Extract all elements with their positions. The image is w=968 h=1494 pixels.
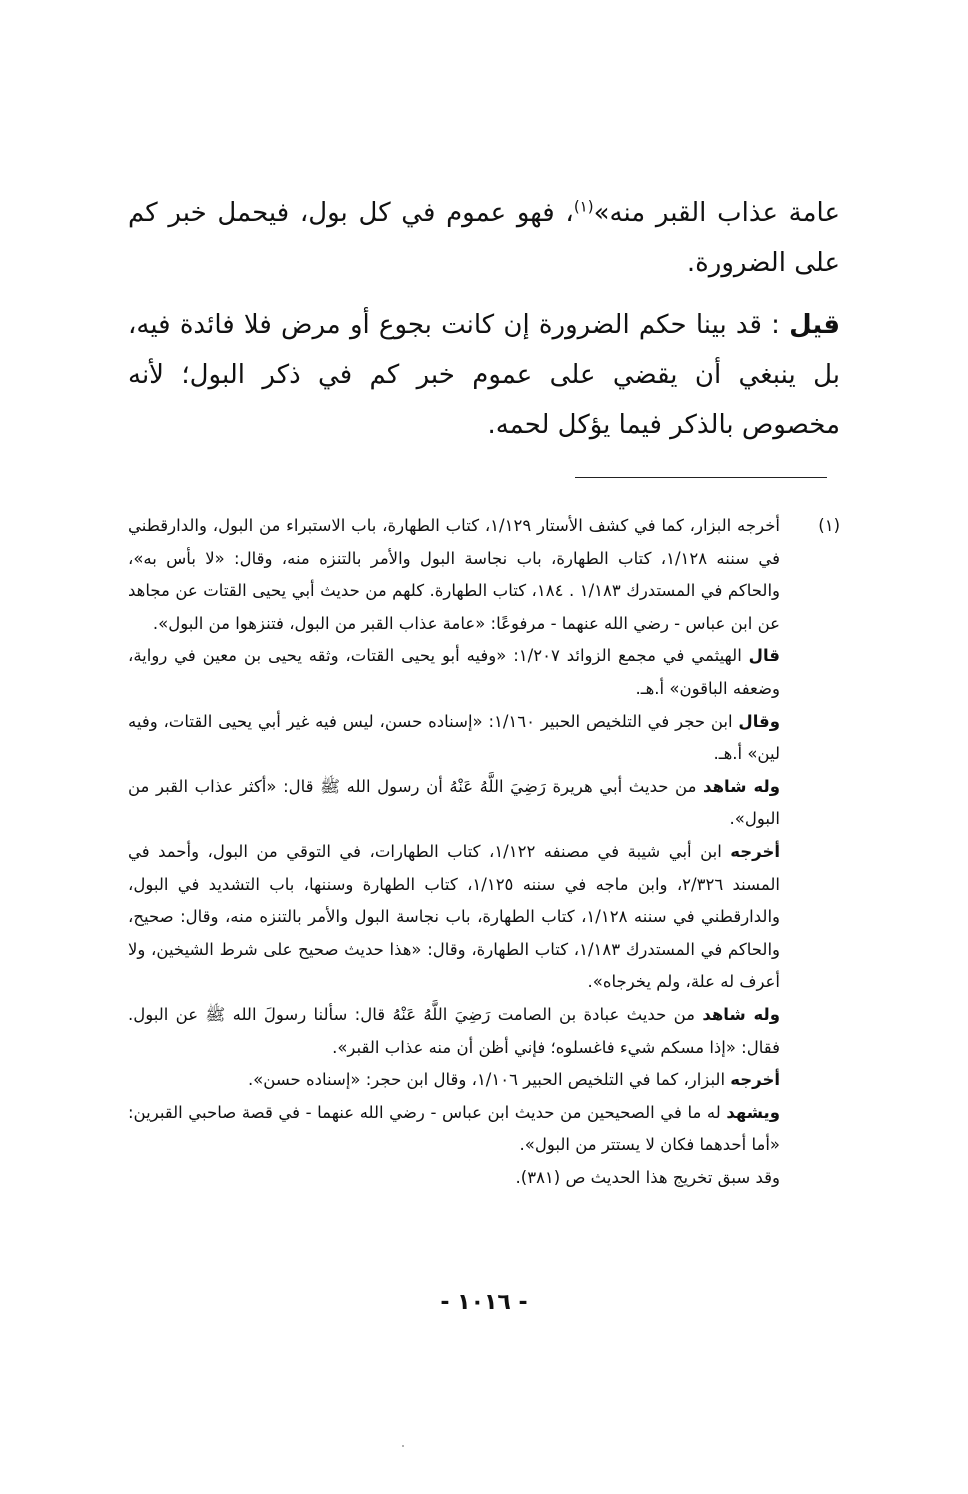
- footnote-paragraph: أخرجه البزار، كما في التلخيص الحبير ١/١٠٦، وقال ابن حجر: «إسناده حسن».: [247, 1070, 780, 1090]
- footnote-paragraph: قال الهيثمي في مجمع الزوائد ١/٢٠٧: «وفيه أبو يحيى القتات، وثقه يحيى بن معين في رواية، وضعفه الباقون» أ.هـ.: [128, 646, 780, 698]
- footnote-reference[interactable]: (١): [573, 197, 594, 216]
- paragraph-lead: أخرجه: [730, 841, 780, 861]
- footnote-paragraph: وقد سبق تخريج هذا الحديث ص (٣٨١).: [515, 1167, 780, 1187]
- paragraph-lead: وله شاهد: [702, 1004, 780, 1024]
- footnote-number: (١): [818, 516, 840, 535]
- main-paragraph-2: قيل : قد بينا حكم الضرورة إن كانت بجوع أو مرض فلا فائدة فيه، بل ينبغي أن يقضي على عموم خبر كم في ذكر البول؛ لأنه مخصوص بالذكر فيما يؤكل لحمه.: [128, 310, 840, 440]
- footnote-separator: [575, 477, 827, 478]
- paragraph-lead: وله شاهد: [703, 776, 780, 796]
- footnotes: [128, 510, 840, 1194]
- paragraph-lead: قال: [748, 646, 780, 666]
- footnote-paragraph: وله شاهد من حديث أبي هريرة رَضِيَ اللَّهُ عَنْهُ أن رسول الله ﷺ قال: «أكثر عذاب القبر من البول».: [128, 776, 780, 829]
- footnote-paragraph: أخرجه ابن أبي شيبة في مصنفه ١/١٢٢، كتاب الطهارات، في التوقي من البول، وأحمد في المسند ٢/٣٢٦، وابن ماجه في سننه ١/١٢٥، كتاب الطهارة وسننها، باب التشديد في البول، والدارقطني في سننه ١/١٢٨، كتاب الطهارة، باب نجاسة البول والأمر بالتنزه منه، وقال: صحيح، والحاكم في المستدرك ١/١٨٣، كتاب الطهارة، وقال: «هذا حديث صحيح على شرط الشيخين، ولا أعرف له علة، ولم يخرجاه».: [128, 841, 781, 992]
- footnote-paragraph: أخرجه البزار، كما في كشف الأستار ١/١٢٩، كتاب الطهارة، باب الاستبراء من البول، والدارقطني في سننه ١/١٢٨، كتاب الطهارة، باب نجاسة البول والأمر بالتنزه منه، وقال: «لا بأس به»، والحاكم في المستدرك ١/١٨٣ . ١٨٤، كتاب الطهارة. كلهم من حديث أبي يحيى القتات عن مجاهد عن ابن عباس - رضي الله عنهما - مرفوعًا: «عامة عذاب القبر من البول، فتنزهوا من البول».: [128, 516, 781, 633]
- paragraph-lead: قيل: [789, 310, 840, 340]
- main-paragraph-1: عامة عذاب القبر منه»$^{(١)}$، فهو عموم في كل بول، فيحمل خبر كم على الضرورة.: [128, 197, 840, 278]
- footnote-paragraph: ويشهد له ما في الصحيحين من حديث ابن عباس - رضي الله عنهما - في قصة صاحبي القبرين: «أما أحدهما فكان لا يستتر من البول».: [128, 1102, 780, 1155]
- footnote-paragraph: وقال ابن حجر في التلخيص الحبير ١/١٦٠: «إسناده حسن، ليس فيه غير أبي يحيى القتات، وفيه لين» أ.هـ.: [128, 711, 780, 764]
- paragraph-lead: أخرجه: [730, 1070, 780, 1090]
- paragraph-lead: وقال: [738, 711, 780, 731]
- footnote: [128, 510, 840, 1194]
- scan-speck: [402, 1445, 404, 1447]
- paragraph-lead: ويشهد: [726, 1102, 780, 1122]
- footnote-body: [128, 510, 780, 1194]
- main-text: [128, 188, 840, 450]
- page-number: - ١٠١٦ -: [440, 1290, 528, 1315]
- footnote-paragraph: وله شاهد من حديث عبادة بن الصامت رَضِيَ اللَّهُ عَنْهُ قال: سألنا رسولَ الله ﷺ عن البول. فقال: «إذا مسكم شيء فاغسلوه؛ فإني أظن أن منه عذاب القبر».: [128, 1004, 780, 1057]
